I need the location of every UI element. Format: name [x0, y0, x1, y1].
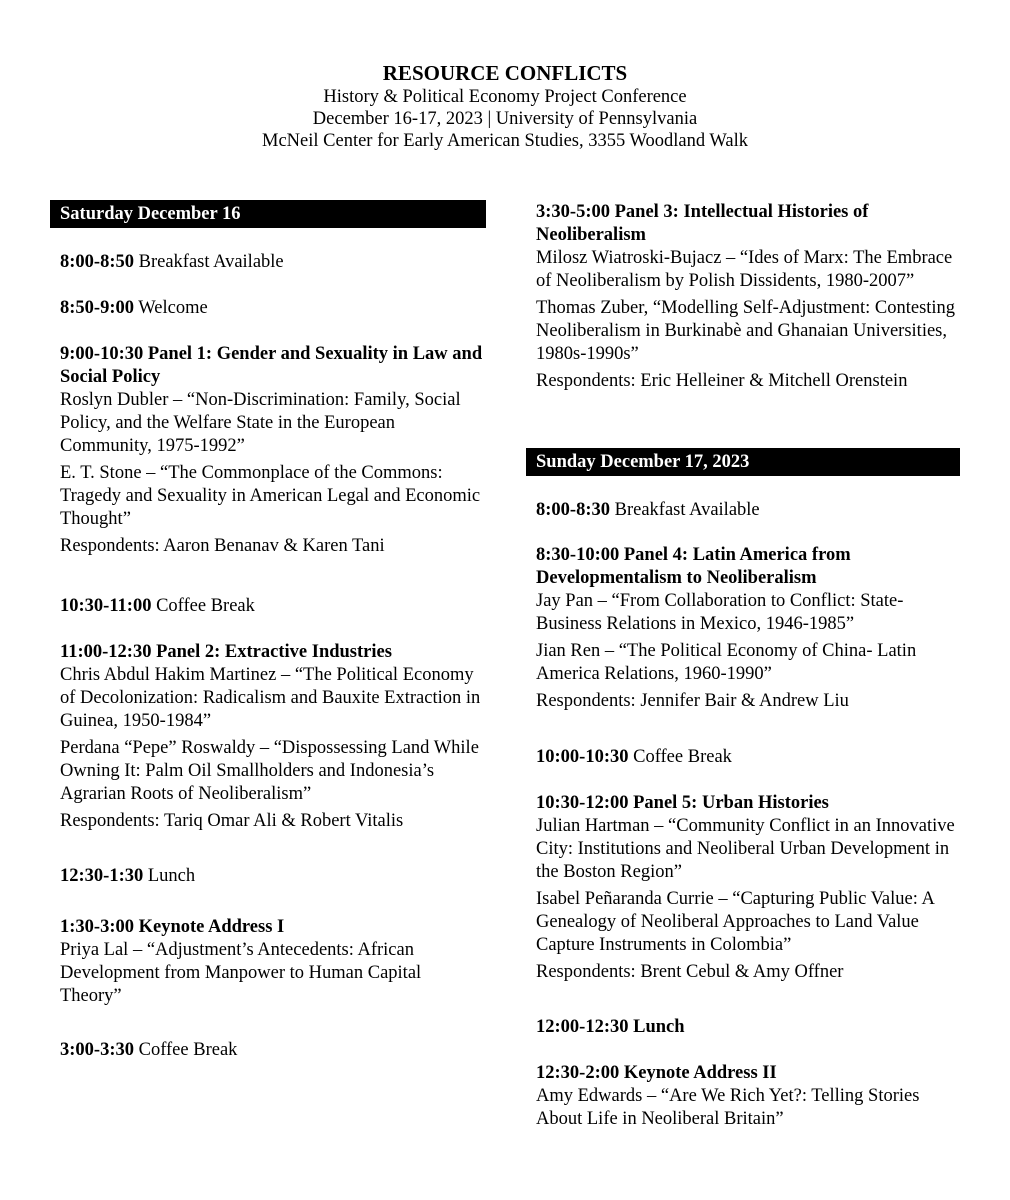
entry-label: Coffee Break: [156, 596, 255, 616]
schedule-entry-coffee-break: [60, 595, 486, 618]
panel-5: [536, 792, 962, 984]
keynote-title: 1:30-3:00 Keynote Address I: [60, 917, 285, 937]
presentation: Roslyn Dubler – “Non-Discrimination: Family, Social Policy, and the Welfare State in the European Community, 1975-1992”: [60, 390, 461, 456]
presentation: Jay Pan – “From Collaboration to Conflict: State-Business Relations in Mexico, 1946-1985”: [536, 591, 904, 634]
keynote-1: [60, 916, 486, 1008]
presentation: Milosz Wiatroski-Bujacz – “Ides of Marx: The Embrace of Neoliberalism by Polish Dissidents, 1980-2007”: [536, 248, 953, 291]
entry-time: 10:00-10:30: [536, 747, 629, 767]
document-header: [0, 60, 1010, 152]
sunday-heading: Sunday December 17, 2023: [526, 448, 960, 476]
schedule-entry-coffee-break: [536, 746, 962, 769]
panel-title: 8:30-10:00 Panel 4: Latin America from Developmentalism to Neoliberalism: [536, 545, 851, 588]
entry-time: 3:00-3:30: [60, 1040, 134, 1060]
presentation: Amy Edwards – “Are We Rich Yet?: Telling Stories About Life in Neoliberal Britain”: [536, 1086, 920, 1129]
presentation: Julian Hartman – “Community Conflict in an Innovative City: Institutions and Neoliberal Urban Development in the Boston Region”: [536, 816, 955, 882]
keynote-title: 12:30-2:00 Keynote Address II: [536, 1063, 777, 1083]
panel-4: [536, 544, 962, 713]
saturday-heading: Saturday December 16: [50, 200, 486, 228]
panel-1: [60, 343, 486, 558]
presentation: Perdana “Pepe” Roswaldy – “Dispossessing Land While Owning It: Palm Oil Smallholders and Indonesia’s Agrarian Roots of Neoliberalism”: [60, 738, 479, 804]
respondents: Respondents: Eric Helleiner & Mitchell Orenstein: [536, 371, 908, 391]
conference-title: RESOURCE CONFLICTS: [382, 61, 628, 85]
conference-dates: December 16-17, 2023 | University of Pennsylvania: [312, 109, 698, 129]
conference-subtitle: History & Political Economy Project Conference: [323, 87, 687, 107]
panel-title: 10:30-12:00 Panel 5: Urban Histories: [536, 793, 829, 813]
respondents: Respondents: Aaron Benanav & Karen Tani: [60, 536, 385, 556]
panel-title: 9:00-10:30 Panel 1: Gender and Sexuality in Law and Social Policy: [60, 344, 483, 387]
respondents: Respondents: Brent Cebul & Amy Offner: [536, 962, 844, 982]
entry-label: Breakfast Available: [614, 500, 760, 520]
entry-label: Welcome: [138, 298, 208, 318]
presentation: Jian Ren – “The Political Economy of China- Latin America Relations, 1960-1990”: [536, 641, 917, 684]
panel-2: [60, 641, 486, 833]
entry-label: Lunch: [147, 866, 196, 886]
schedule-entry-welcome: [60, 297, 486, 320]
panel-title: 3:30-5:00 Panel 3: Intellectual Histories of Neoliberalism: [536, 202, 869, 245]
panel-title: 11:00-12:30 Panel 2: Extractive Industries: [60, 642, 392, 662]
keynote-2: [536, 1062, 962, 1131]
entry-time: 8:00-8:50: [60, 252, 134, 272]
entry-time: 12:30-1:30: [60, 866, 144, 886]
presentation: Chris Abdul Hakim Martinez – “The Political Economy of Decolonization: Radicalism and Bauxite Extraction in Guinea, 1950-1984”: [60, 665, 481, 731]
entry-time: 8:50-9:00: [60, 298, 134, 318]
entry-time: 8:00-8:30: [536, 500, 610, 520]
schedule-entry-breakfast: [536, 499, 962, 522]
presentation: E. T. Stone – “The Commonplace of the Commons: Tragedy and Sexuality in American Legal and Economic Thought”: [60, 463, 481, 529]
entry-label: Breakfast Available: [138, 252, 284, 272]
respondents: Respondents: Jennifer Bair & Andrew Liu: [536, 691, 849, 711]
entry-time: 10:30-11:00: [60, 596, 152, 616]
entry-label: Coffee Break: [633, 747, 732, 767]
schedule-entry-lunch: 12:00-12:30 Lunch: [536, 1017, 685, 1037]
respondents: Respondents: Tariq Omar Ali & Robert Vitalis: [60, 811, 404, 831]
entry-label: Coffee Break: [138, 1040, 238, 1060]
panel-3: [536, 201, 962, 393]
presentation: Priya Lal – “Adjustment’s Antecedents: African Development from Manpower to Human Capital Theory”: [60, 940, 422, 1006]
schedule-entry-breakfast: [60, 251, 486, 274]
schedule-entry-lunch: [60, 865, 486, 888]
presentation: Isabel Peñaranda Currie – “Capturing Public Value: A Genealogy of Neoliberal Approaches to Land Value Capture Instruments in Colombia”: [536, 889, 934, 955]
presentation: Thomas Zuber, “Modelling Self-Adjustment: Contesting Neoliberalism in Burkinabè and Ghanaian Universities, 1980s-1990s”: [536, 298, 956, 364]
schedule-entry-coffee-break: [60, 1039, 486, 1062]
conference-venue: McNeil Center for Early American Studies, 3355 Woodland Walk: [262, 131, 748, 151]
